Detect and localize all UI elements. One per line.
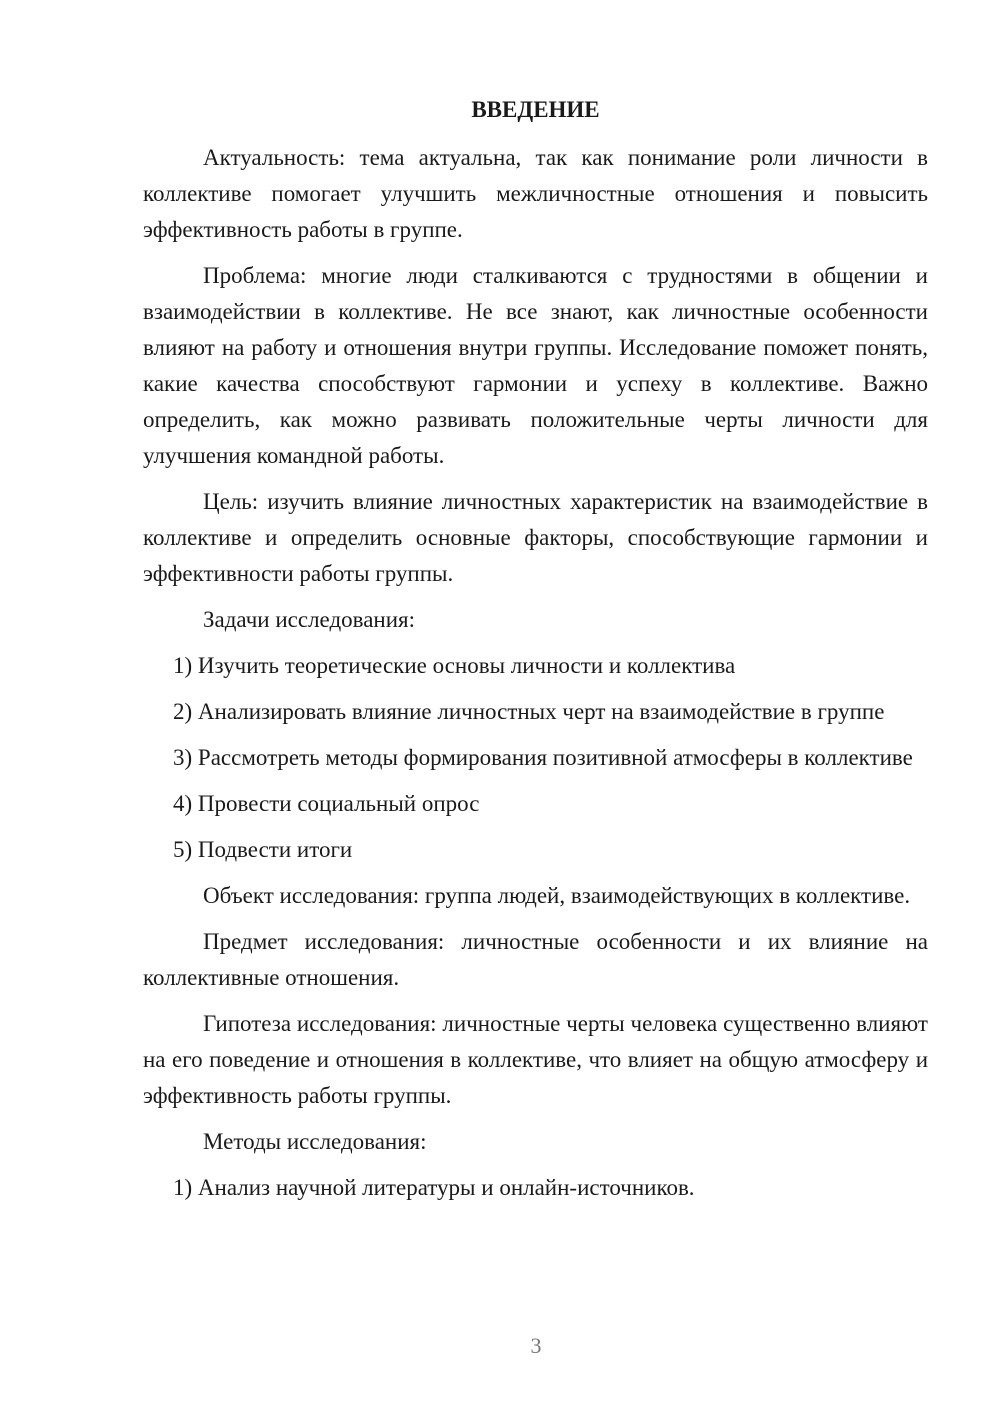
hypothesis-paragraph: Гипотеза исследования: личностные черты человека существенно влияют на его поведение и отношения в коллективе, что влияет на общую атмосферу и эффективность работы группы.	[143, 1011, 928, 1108]
relevance-paragraph: Актуальность: тема актуальна, так как понимание роли личности в коллективе помогает улучшить межличностные отношения и повысить эффективность работы в группе.	[143, 145, 928, 242]
problem-paragraph: Проблема: многие люди сталкиваются с трудностями в общении и взаимодействии в коллективе. Не все знают, как личностные особенности влияют на работу и отношения внутри группы. Исследование поможет понять, какие качества способствуют гармонии и успеху в коллективе. Важно определить, как можно развивать положительные черты личности для улучшения командной работы.	[143, 263, 928, 468]
task-item-2: 2) Анализировать влияние личностных черт на взаимодействие в группе	[173, 699, 885, 724]
page-number: 3	[530, 1333, 542, 1358]
page-content	[143, 92, 928, 1216]
section-heading: ВВЕДЕНИЕ	[471, 97, 600, 122]
object-paragraph: Объект исследования: группа людей, взаимодействующих в коллективе.	[203, 883, 911, 908]
task-item-5: 5) Подвести итоги	[173, 837, 353, 862]
method-item-1: 1) Анализ научной литературы и онлайн-источников.	[173, 1175, 695, 1200]
task-item-1: 1) Изучить теоретические основы личности и коллектива	[173, 653, 736, 678]
task-item-4: 4) Провести социальный опрос	[173, 791, 480, 816]
tasks-title: Задачи исследования:	[203, 607, 416, 632]
goal-paragraph: Цель: изучить влияние личностных характеристик на взаимодействие в коллективе и определить основные факторы, способствующие гармонии и эффективности работы группы.	[143, 489, 928, 586]
task-item-3: 3) Рассмотреть методы формирования позитивной атмосферы в коллективе	[173, 745, 913, 770]
subject-paragraph: Предмет исследования: личностные особенности и их влияние на коллективные отношения.	[143, 929, 928, 990]
methods-title: Методы исследования:	[203, 1129, 427, 1154]
